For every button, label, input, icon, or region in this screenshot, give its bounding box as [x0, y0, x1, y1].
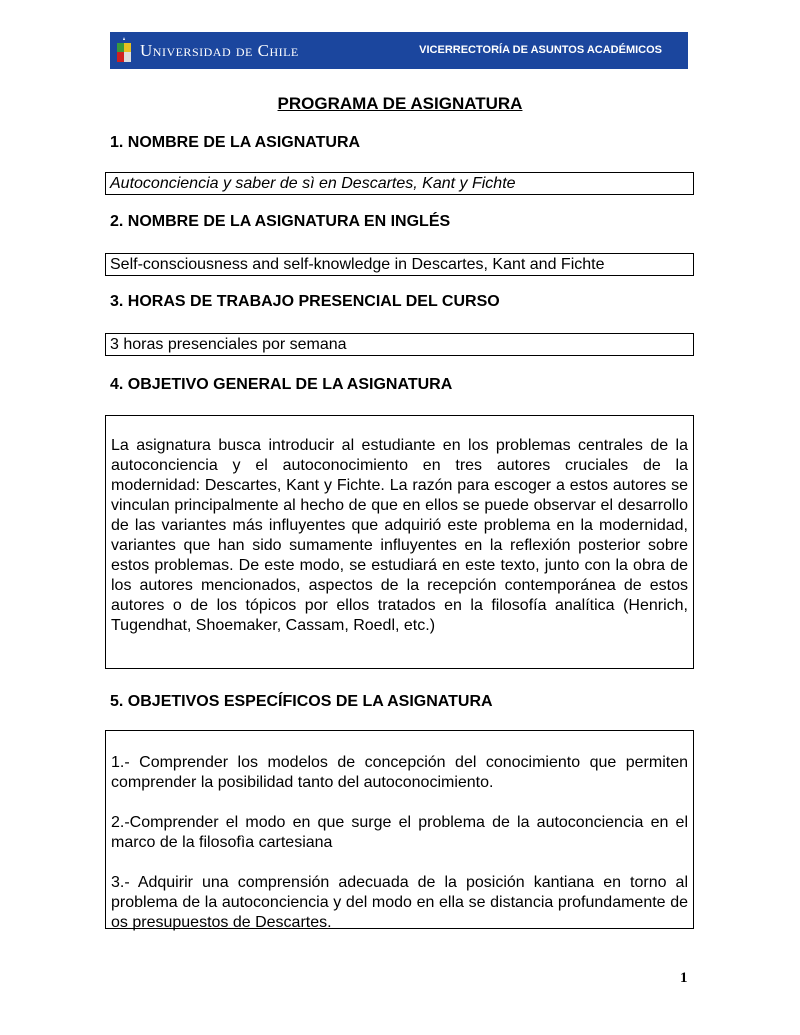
section-5-heading: 5. OBJETIVOS ESPECÍFICOS DE LA ASIGNATURA — [110, 693, 493, 710]
hours: 3 horas presenciales por semana — [110, 336, 347, 353]
objective-item: 2.-Comprender el modo en que surge el problema de la autoconciencia en el marco de la filosofìa cartesiana — [111, 814, 688, 851]
section-3-heading: 3. HORAS DE TRABAJO PRESENCIAL DEL CURSO — [110, 293, 500, 310]
course-name: Autoconciencia y saber de sì en Descartes, Kant y Fichte — [110, 175, 516, 192]
objective-item: 1.- Comprender los modelos de concepción del conocimiento que permiten comprender la posibilidad tanto del autoconocimiento. — [111, 754, 688, 791]
university-name: Universidad de Chile — [140, 41, 299, 60]
section-1-heading: 1. NOMBRE DE LA ASIGNATURA — [110, 134, 361, 151]
office-name: VICERRECTORÍA DE ASUNTOS ACADÉMICOS — [419, 44, 662, 56]
section-2-heading: 2. NOMBRE DE LA ASIGNATURA EN INGLÉS — [110, 213, 451, 230]
page-title: PROGRAMA DE ASIGNATURA — [277, 94, 523, 113]
general-objective: La asignatura busca introducir al estudiante en los problemas centrales de la autoconciencia y el autoconocimiento en tres autores cruciales de la modernidad: Descartes, Kant y Fichte. La razón para escoger a estos autores se vinculan principalmente al hecho de que en ellos se puede observar el desarrollo de las variantes más influyentes que adquirió este problema en la modernidad, variantes que han sido sumamente influyentes en la reflexión posterior sobre estos problemas. De este modo, se estudiará en este texto, junto con la obra de los autores mencionados, aspectos de la recepción contemporánea de estos autores o de los tópicos por ellos tratados en la filosofía analítica (Henrich, Tugendhat, Shoemaker, Cassam, Roedl, etc.) — [111, 437, 688, 634]
hours-box — [105, 333, 694, 356]
objective-item: 3.- Adquirir una comprensión adecuada de la posición kantiana en torno al problema de la autoconciencia y del modo en ella se distancia profundamente de os presupuestos de Descartes. — [111, 874, 688, 931]
course-name-english: Self-consciousness and self-knowledge in Descartes, Kant and Fichte — [110, 256, 605, 273]
course-name-english-box — [105, 253, 694, 276]
specific-objectives-box — [105, 730, 694, 929]
general-objective-box — [105, 415, 694, 669]
course-name-box — [105, 172, 694, 195]
page-number: 1 — [680, 970, 688, 986]
section-4-heading: 4. OBJETIVO GENERAL DE LA ASIGNATURA — [110, 376, 453, 393]
header-banner — [110, 32, 688, 69]
university-logo-icon — [116, 37, 132, 64]
